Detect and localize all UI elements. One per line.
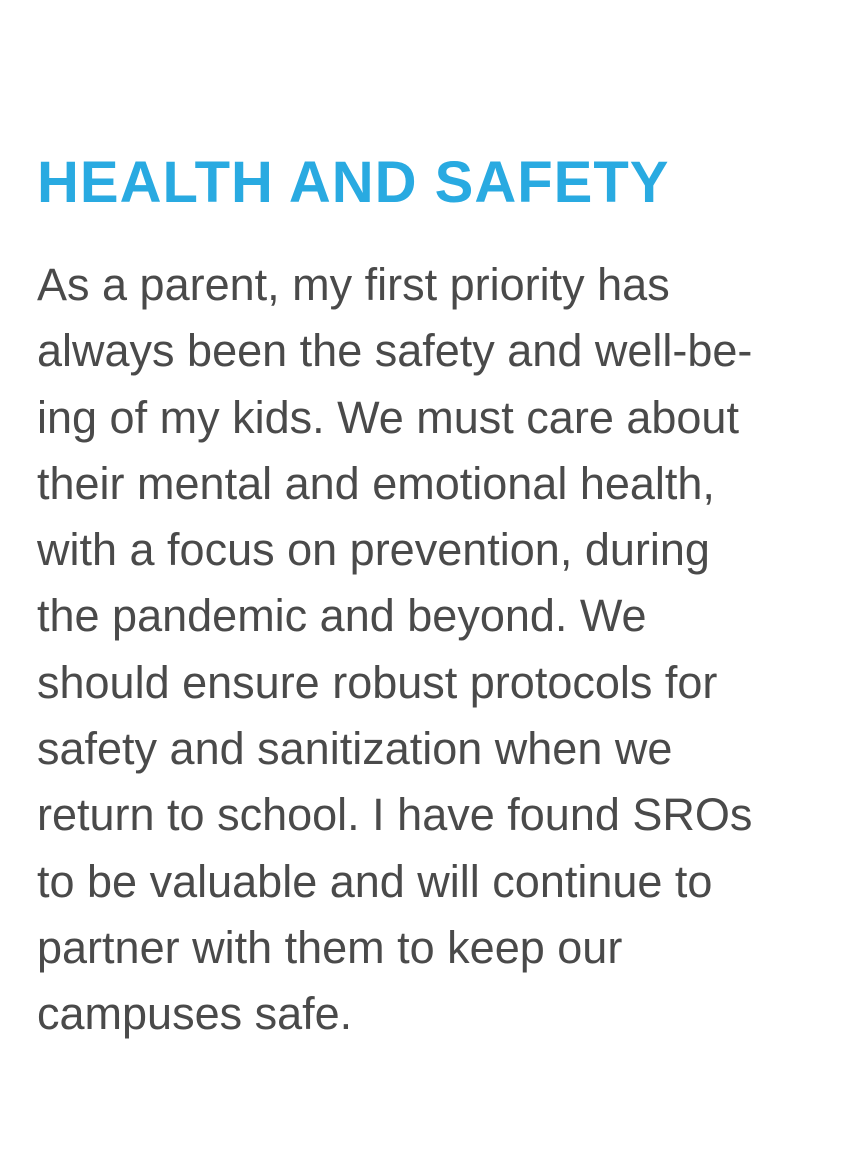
- body-line: should ensure robust protocols for: [37, 656, 718, 708]
- body-line: campuses safe.: [37, 988, 353, 1040]
- body-line: their mental and emotional health,: [37, 457, 715, 509]
- body-line: with a focus on prevention, during: [37, 524, 710, 576]
- body-line: safety and sanitization when we: [37, 723, 673, 775]
- section-body-paragraph: [37, 252, 837, 1048]
- section-heading: HEALTH AND SAFETY: [37, 150, 670, 215]
- body-line: always been the safety and well-be-: [37, 325, 753, 377]
- body-line: the pandemic and beyond. We: [37, 590, 647, 642]
- body-line: ing of my kids. We must care about: [37, 391, 739, 443]
- body-line: to be valuable and will continue to: [37, 855, 713, 907]
- body-line: partner with them to keep our: [37, 921, 623, 973]
- body-line: As a parent, my first priority has: [37, 259, 670, 310]
- health-and-safety-section: [37, 150, 837, 1048]
- body-line: return to school. I have found SROs: [37, 789, 753, 841]
